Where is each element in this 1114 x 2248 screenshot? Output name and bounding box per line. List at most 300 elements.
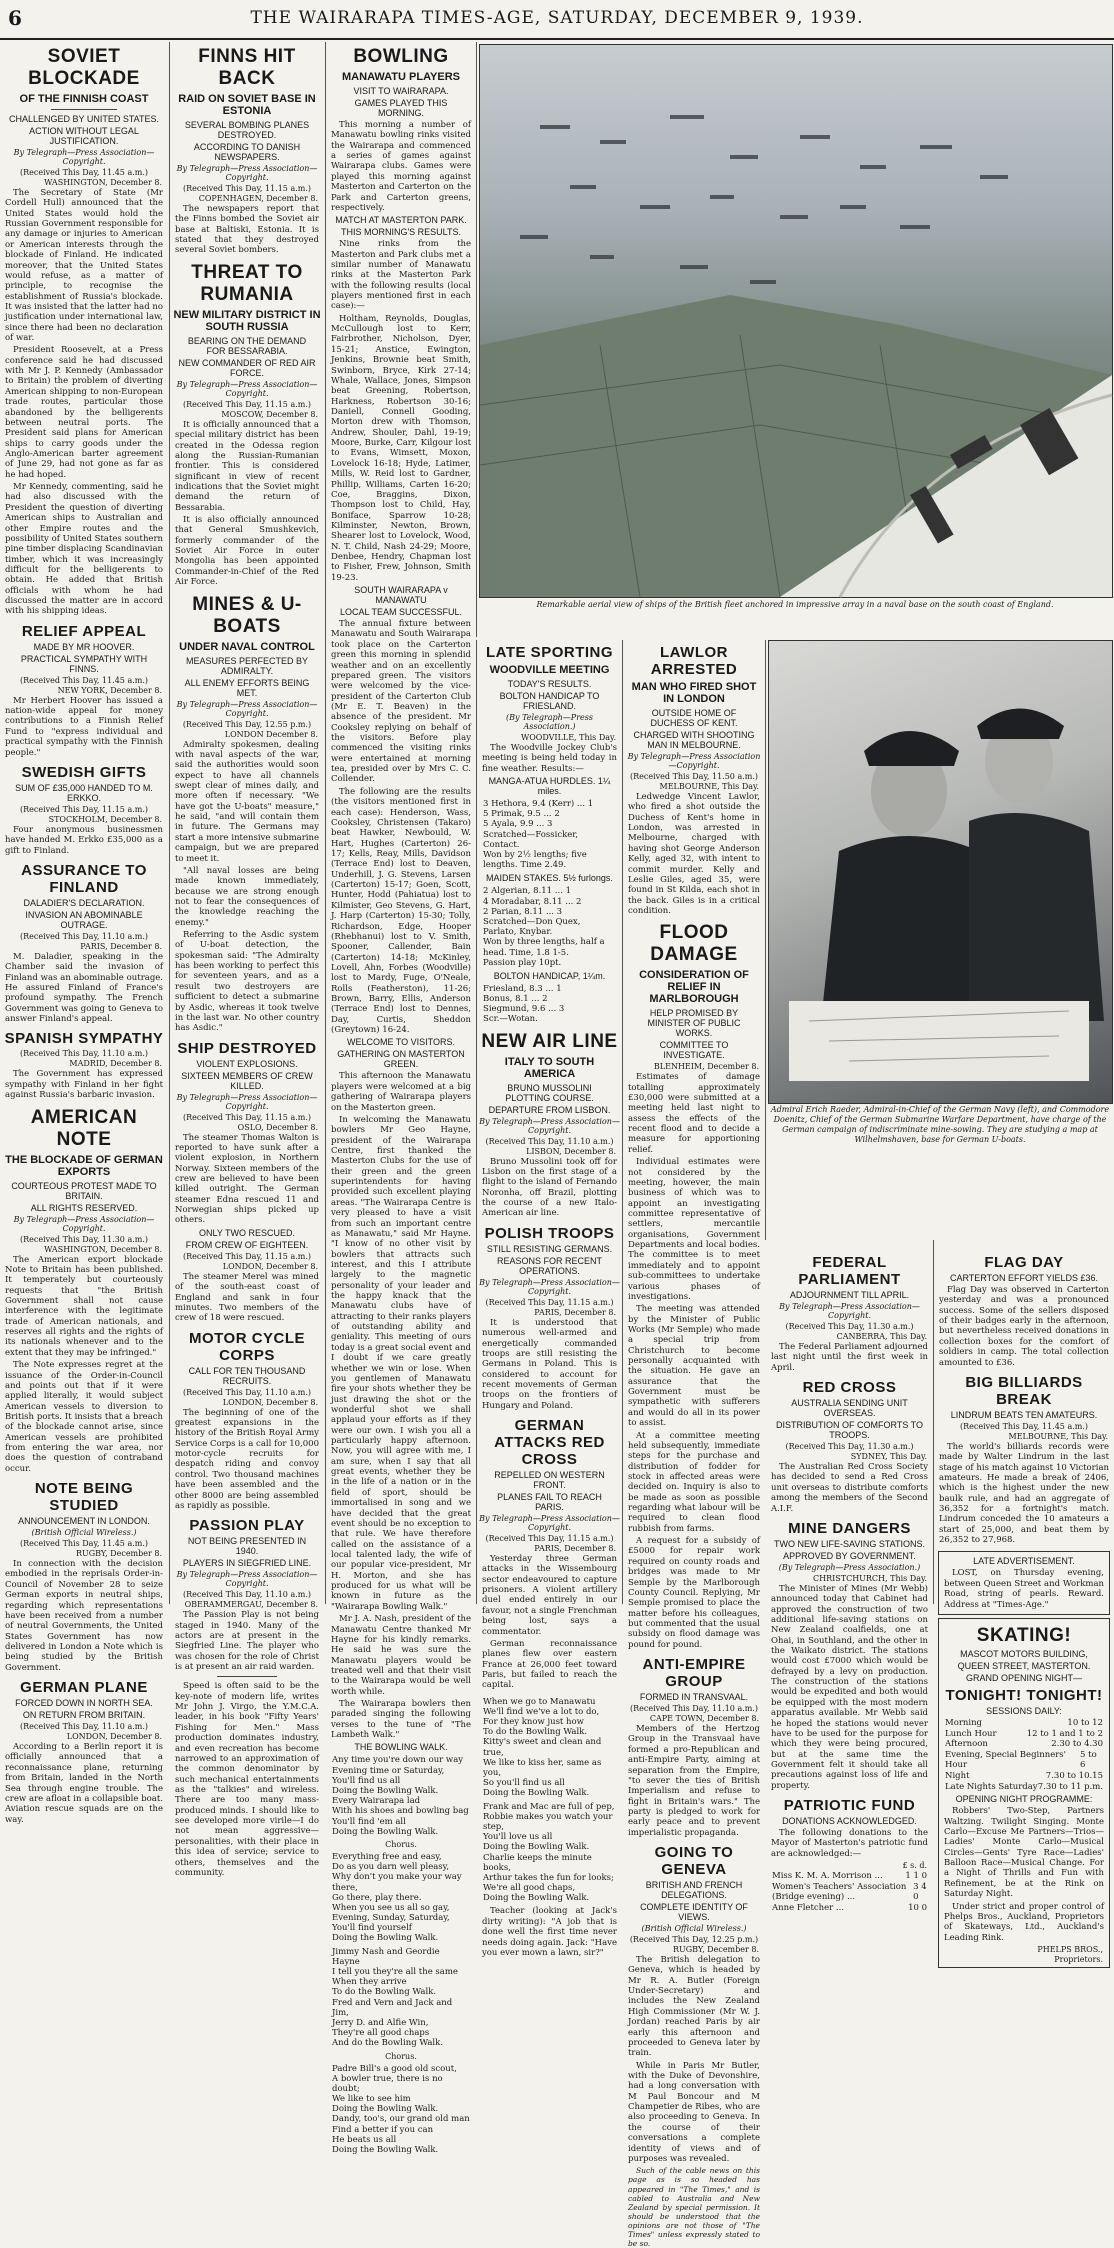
- article-federal-parliament: [768, 1254, 931, 1373]
- session-name: Night: [945, 1771, 970, 1782]
- subheadline: DALADIER'S DECLARATION.: [23, 897, 145, 908]
- song-chorus: [332, 1852, 470, 1944]
- race-title: MANGA-ATUA HURDLES. 1¼ miles.: [488, 776, 611, 797]
- article-passion-play: [172, 1517, 322, 1878]
- subheadline: NOT BEING PRESENTED IN 1940.: [187, 1536, 307, 1557]
- paragraph: President Roosevelt, at a Press conference said he had discussed with Mr J. P. Kennedy (Ambassador to Britain) the problem of diverting American shipping to non-European trade routes, particular those abandoned by the belligerents between neutral ports. The President said plans for American ships to carry goods under the Anglo-American barter agreement of June 29, had not gone as far as he had hoped.: [5, 345, 163, 480]
- received-line: (Received This Day, 11.15 a.m.): [485, 1297, 614, 1307]
- song-line: Doing the Bowling Walk.: [332, 1826, 439, 1837]
- song-line: Doing the Bowling Walk.: [332, 2104, 439, 2115]
- song-line: Doing the Bowling Walk.: [332, 2145, 439, 2156]
- ad-signature: Proprietors.: [1054, 1954, 1103, 1964]
- dateline: WOODVILLE, This Day.: [521, 733, 616, 742]
- paragraph: Four anonymous businessmen have handed M. Erkko £35,000 as a gift to Finland.: [5, 824, 163, 856]
- column-7: [936, 1250, 1112, 1964]
- song-line: I tell you they're all the same: [332, 1967, 458, 1978]
- byline: By Telegraph—Press Association—Copyright.: [13, 1214, 155, 1233]
- song-line: Fred and Vern and Jack and Jim,: [332, 1997, 453, 2018]
- song-line: Doing the Bowling Walk.: [483, 1893, 590, 1904]
- byline: By Telegraph—Press Association—Copyright.: [176, 1570, 318, 1589]
- article-new-air-line: [479, 1031, 620, 1219]
- donation-amount: 10 0: [908, 1903, 927, 1914]
- received-line: (Received This Day, 11.10 a.m.): [20, 1722, 148, 1732]
- subheadline: COMMITTEE TO INVESTIGATE.: [659, 1040, 729, 1061]
- donation-amount: 3 4 0: [913, 1881, 927, 1903]
- subheadline: BRUNO MUSSOLINI PLOTTING COURSE.: [505, 1082, 594, 1103]
- dateline: MADRID, December 8.: [69, 1059, 162, 1069]
- dateline: LONDON, December 8.: [66, 1732, 162, 1742]
- copyright-note: Such of the cable news on this page as is so headed has appeared in "The Times," and is cabled to Australia and New Zealand by special permission. It should be understood that the opinions are not those of "The Times" unless expressly stated to be so.: [628, 2166, 760, 2248]
- received-line: (Received This Day, 11.10 a.m.): [20, 931, 148, 941]
- headline: FLAG DAY: [984, 1254, 1064, 1271]
- dateline: MELBOURNE, This Day.: [1008, 1431, 1108, 1441]
- paragraph: In welcoming the Manawatu bowlers Mr Geo Hayne, president of the Wairarapa Centre, first thanked the Masterton Clubs for the use of their green and the green superintendents for having provided such excellent playing areas. "The Wairarapa Centre is very pleased to have a visit from such an important centre as Manawatu," said Mr Hayne. "I know of no other visit by bowlers that attracts such interest, and this I attribute largely to the magnetic personality of your leader and the happy knack that the Manawatu clubs have of attracting to their ranks players of outstanding ability and geniality. This meeting of ours today is a great social event and I doubt if we care greatly whether we win or lose. When you gentlemen of Manawatu fire your shots whether they be just drawing the shot or the wonderful shot we shall applaud your efforts as if they were our own. I wish you all a particularly happy afternoon. Now, you will agree with me, I am sure, when I say that all great events, whether they be in the life of a nation or in the field of sport, should be immortalised in song and we have decided that the great event should be no exception to that rule. We have therefore called on the assistance of a local talented lady, the wife of our popular vice-president, Mr H. Morton, and she has produced for us what will be known in future as the "Wairarapa Bowling Walk.": [331, 1114, 471, 1612]
- song-line: We'll find we've a lot to do,: [483, 1706, 600, 1717]
- received-line: (Received This Day, 11.50 a.m.): [630, 772, 758, 781]
- song-line: Evening, Sunday, Saturday,: [332, 1913, 450, 1924]
- result-line: Bonus, 8.1 ... 2: [483, 994, 548, 1005]
- headline: BOWLING: [353, 46, 449, 67]
- dateline: RUGBY, December 8.: [672, 1945, 759, 1955]
- headline: THREAT TO RUMANIA: [191, 261, 303, 305]
- received-line: (Received This Day, 11.15 a.m.): [183, 399, 311, 409]
- race-title: BOLTON HANDICAP, 1¼m.: [493, 970, 606, 981]
- dateline: OBERAMMERGAU, December 8.: [184, 1600, 318, 1610]
- subheadline: OF THE FINNISH COAST: [19, 93, 149, 105]
- subheadline: PLAYERS IN SIEGFRIED LINE.: [182, 1558, 312, 1569]
- subheadline: DISTRIBUTION OF COMFORTS TO TROOPS.: [775, 1420, 923, 1441]
- paragraph: The British delegation to Geneva, which is headed by Mr R. A. Butler (Foreign Under-Secretary) and includes the New Zealand High Commissioner (Mr W. J. Jordan) reached Paris by air early this afternoon and proceeded to Geneva later by train.: [628, 1955, 760, 2059]
- song-verse: [332, 1947, 470, 2049]
- session-name: Late Nights Saturday: [945, 1781, 1038, 1792]
- subheadline: GATHERING ON MASTERTON GREEN.: [337, 1049, 465, 1070]
- headline: RED CROSS: [802, 1379, 897, 1397]
- song-line: When you see us all so gay,: [332, 1902, 450, 1913]
- paragraph: The steamer Merel was mined of the south-east coast of England and sank in four minutes. Two members of the crew of 18 were rescued.: [175, 1271, 319, 1324]
- subheadline: MADE BY MR HOOVER.: [33, 641, 135, 652]
- received-line: (Received This Day, 11.30 a.m.): [785, 1322, 914, 1331]
- subheadline: AUSTRALIA SENDING UNIT OVERSEAS.: [791, 1398, 908, 1419]
- song-line: When we go to Manawatu: [483, 1696, 596, 1707]
- dateline: RUGBY, December 8.: [75, 1549, 162, 1559]
- donor-name: Anne Fletcher ...: [772, 1903, 845, 1914]
- headline: GOING TO GENEVA: [654, 1844, 734, 1879]
- result-line: 2 Algerian, 8.11 ... 1: [483, 886, 572, 897]
- subheadline: RAID ON SOVIET BASE IN ESTONIA: [178, 93, 316, 117]
- subheadline: BRITISH AND FRENCH DELEGATIONS.: [645, 1880, 743, 1901]
- article-flag-day: [936, 1254, 1112, 1368]
- newspaper-title: THE WAIRARAPA TIMES-AGE, SATURDAY, DECEMBER 9, 1939.: [250, 8, 864, 28]
- headline: SHIP DESTROYED: [177, 1039, 317, 1057]
- subheadline: OUTSIDE HOME OF DUCHESS OF KENT.: [650, 708, 738, 728]
- column-rule: [476, 640, 477, 1604]
- dateline: NEW YORK, December 8.: [57, 685, 162, 695]
- song-line: He beats us all: [332, 2134, 397, 2145]
- song-line: Why don't you make your way there,: [332, 1872, 462, 1893]
- result-line: Scratched—Fossicker, Contact.: [483, 829, 579, 850]
- article-mines-uboats: [172, 594, 322, 1034]
- received-line: (Received This Day, 11.15 a.m.): [183, 184, 311, 193]
- paragraph: A request for a subsidy of £5000 for repair work required on county roads and bridges was made to Mr Semple by the Marlborough County Council. Replying, Mr Semple promised to place the matter before his colleagues, but commented that the usual subsidy on flood damage was pound for pound.: [628, 1536, 760, 1650]
- subheadline: ADJOURNMENT TILL APRIL.: [789, 1290, 910, 1300]
- received-line: (Received This Day, 11.30 a.m.): [20, 1234, 148, 1244]
- result-line: Friesland, 8.3 ... 1: [483, 983, 562, 994]
- song-line: Robbie makes you watch your step,: [483, 1811, 613, 1832]
- paragraph: Mr Kennedy, commenting, said he had also discussed with the President the question of diverting American ships to Australian and other Empire routes and the possibility of United States southern pine timber displacing Scandinavian timber, which it was increasingly difficult for the belligerents to obtain. He added that British officials with whom he had discussed the matter are in accord with his shipping ideas.: [5, 482, 163, 617]
- received-line: (Received This Day, 11.15 a.m.): [485, 1534, 614, 1544]
- paragraph: The following are the results (the visitors mentioned first in each case): Henderson, Wass, Cooksley, Christensen (Takaro) beat Hawker, Newbould, W. Hart, Hughes (Carterton) 26-17; Kells, Reay, Mills, Davidson (Terrace End) lost to Deaven, Underhill, J. G. Stevens, Larsen (Carterton) 15-17; Goen, Scott, Hunter, Hodd (Pahiatua) lost to Kilmister, Geo Stevens, G. Hart, J. Harp (Carterton) 15-30; Tolly, Richardson, Edge, Hooper (Rhebhanui) lost to V. Smith, Spooner, Callender, Bain (Carterton) 14-18; McKinley, Lovell, Ahn, Forbes (Woodville) lost to Mardy, Fuge, O'Neale, Rolls (Featherston), 11-26; Brown, Barry, Ellis, Anderson (Terrace End) lost to Dennes, Day, Curtis, Sheddon (Greytown) 16-24.: [331, 786, 471, 1036]
- race-results: [483, 984, 616, 1025]
- dateline: BLENHEIM, December 8.: [653, 1062, 759, 1072]
- dateline: LONDON, December 8.: [222, 1261, 318, 1271]
- song-verse: [483, 1697, 616, 1799]
- paragraph: Bruno Mussolini took off for Lisbon on the first stage of a flight to the island of Fernando Noronha, off Brazil, plotting the course of a new Italo-American air line.: [482, 1156, 617, 1219]
- headline: GERMAN ATTACKS RED CROSS: [494, 1417, 605, 1469]
- session-time: 12 to 1 and 1 to 2: [1026, 1728, 1103, 1739]
- paragraph: The Note expresses regret at the issuance of the Order-in-Council and points out that if it were applied literally, it would subject American vessels to diversion to British ports. It insists that a breach of the blockade cannot arise, since American vessels are prohibited from entering the war area, nor does the question of contraband occur.: [5, 1360, 163, 1474]
- song-line: And do the Bowling Walk.: [332, 2038, 443, 2049]
- subheadline: BEARING ON THE DEMAND FOR BESSARABIA.: [187, 335, 307, 356]
- song-line: Kitty's sweet and clean and true,: [483, 1737, 602, 1758]
- divider: [51, 109, 117, 110]
- donation-row: [772, 1871, 927, 1882]
- subheadline: ONLY TWO RESCUED.: [198, 1227, 296, 1238]
- subheadline: VIOLENT EXPLOSIONS.: [196, 1058, 298, 1069]
- dateline: CANBERRA, This Day.: [836, 1332, 927, 1341]
- dateline: LONDON, December 8.: [222, 1397, 318, 1407]
- byline: (By Telegraph—Press Association.): [778, 1562, 921, 1572]
- song-line: Jerry D. and Alfie Win,: [332, 2017, 429, 2028]
- subheadline: BOLTON HANDICAP TO FRIESLAND.: [499, 691, 600, 711]
- subheadline: MANAWATU PLAYERS: [342, 71, 460, 83]
- byline: By Telegraph—Press Association—Copyright.: [176, 379, 318, 398]
- subheadline: APPROVED BY GOVERNMENT.: [783, 1550, 916, 1561]
- subheadline: TODAY'S RESULTS.: [507, 679, 592, 689]
- column-rule: [169, 42, 170, 1604]
- byline: By Telegraph—Press Association—Copyright.: [176, 699, 318, 718]
- byline: By Telegraph—Press Association—Copyright.: [176, 164, 318, 182]
- headline: GERMAN PLANE: [20, 1679, 148, 1697]
- subheadline: CONSIDERATION OF RELIEF IN MARLBOROUGH: [639, 969, 749, 1006]
- paragraph: It is also officially announced that General Smushkevich, formerly commander of the Soviet Air Force in outer Mongolia has been appointed Commander-in-Chief of the Red Air Force.: [175, 515, 319, 588]
- byline: (British Official Wireless.): [641, 1924, 747, 1934]
- programme-title: OPENING NIGHT PROGRAMME:: [955, 1794, 1093, 1805]
- song-verse: [332, 2064, 470, 2156]
- result-line: Passion play 10pt.: [483, 957, 562, 968]
- subheadline: GAMES PLAYED THIS MORNING.: [354, 98, 448, 118]
- tonight-banner: TONIGHT! TONIGHT!: [945, 1686, 1103, 1704]
- song-line: We like to see him: [332, 2094, 411, 2105]
- headline: SOVIET BLOCKADE: [28, 46, 140, 89]
- masthead: [0, 0, 1114, 40]
- song-line: With his shoes and bowling bag: [332, 1806, 469, 1817]
- fleet-aerial-photo: [479, 44, 1113, 598]
- paragraph: The American export blockade Note to Britain has been published. It temperately but courteously requests that "the British Government shall not cause interference with the legitimate trade of American nationals, and reserves all rights and the rights of its nationals whenever and to the extent that they may be infringed.": [5, 1254, 163, 1358]
- song-line: Jimmy Nash and Geordie Hayne: [332, 1946, 440, 1967]
- paragraph: Yesterday three German attacks in the Wissembourg sector endeavoured to capture prisoners. A violent artillery duel ended entirely in our favour, not a single Frenchman being lost, says a commentator.: [482, 1554, 617, 1637]
- session-row: [945, 1782, 1103, 1793]
- song-title: THE BOWLING WALK.: [354, 1742, 448, 1753]
- song-line: You'll find us all: [332, 1775, 401, 1786]
- headline: RELIEF APPEAL: [21, 622, 147, 640]
- session-time: 7.30 to 11 p.m.: [1037, 1781, 1103, 1792]
- song-line: Doing the Bowling Walk.: [332, 1786, 439, 1797]
- subheadline: UNDER NAVAL CONTROL: [179, 640, 315, 653]
- subheadline: CHARGED WITH SHOOTING MAN IN MELBOURNE.: [633, 730, 755, 750]
- byline: (British Official Wireless.): [31, 1528, 137, 1538]
- session-row: [945, 1739, 1103, 1750]
- subheadline: COMPLETE IDENTITY OF VIEWS.: [640, 1902, 748, 1923]
- dateline: COPENHAGEN, December 8.: [198, 194, 318, 203]
- headline: LAWLOR ARRESTED: [650, 644, 738, 678]
- session-row: [945, 1750, 1103, 1771]
- article-german-plane: [2, 1679, 166, 1825]
- paragraph: Holtham, Reynolds, Douglas, McCullough lost to Kerr, Fairbrother, Nicholson, Dyer, 15-21; Anstice, Ewington, Jenkins, Brownie beat Smith, Swinborn, Bryce, Kirk 27-14; Whale, Wallace, Jones, Simpson beat Greening, Robertson, Harkness, Robertson 30-16; Daniell, Connell Gooding, Morton drew with Thomson, Andrew, Shouler, Dahl, 19-19; Moore, Burke, Carr, Kilgour lost to Evans, Wimsett, Moxon, Lovelock 16-18; Hyde, Latimer, Mills, W. Reid lost to Gardner, Phillip, Williams, Carten 16-20; Coe, Braggins, Dixon, Thompson lost to Child, Hay, Boniface, Sparrow 10-28; Kilminster, Newton, Brown, Shearer lost to Lovelock, Wood, N. T. Child, Nash 24-29; Moore, Denbee, Hendry, Chapman lost to Fisher, Frew, Johnson, Smith 19-23.: [331, 313, 471, 583]
- subheadline: DEPARTURE FROM LISBON.: [488, 1104, 611, 1115]
- session-name: Lunch Hour: [945, 1728, 997, 1739]
- paragraph: While in Paris Mr Butler, with the Duke of Devonshire, had a long conversation with M Paul Boncour and M Champetier de Ribes, who are also proceeding to Geneva. In the course of their conversations a complete identity of views and of purposes was revealed.: [628, 2060, 760, 2164]
- article-mine-dangers: [768, 1520, 931, 1791]
- song-line: Every Wairarapa lad: [332, 1796, 421, 1807]
- session-row: [945, 1729, 1103, 1740]
- donor-name: Miss K. M. A. Morrison ...: [772, 1871, 883, 1882]
- article-flood-damage: [625, 922, 763, 1650]
- subheadline: REASONS FOR RECENT OPERATIONS.: [496, 1255, 602, 1276]
- subheadline: ACTION WITHOUT LEGAL JUSTIFICATION.: [29, 126, 139, 146]
- song-line: Go there, play there.: [332, 1892, 422, 1903]
- byline: By Telegraph—Press Association—Copyright.: [479, 1514, 620, 1533]
- subheadline: ITALY TO SOUTH AMERICA: [504, 1055, 595, 1080]
- subheadline: CARTERTON EFFORT YIELDS £36.: [949, 1273, 1099, 1283]
- article-lawlor: [625, 644, 763, 916]
- session-name: Morning: [945, 1717, 982, 1728]
- song-line: Doing the Bowling Walk.: [483, 1842, 590, 1853]
- subheadline: ACCORDING TO DANISH NEWSPAPERS.: [193, 142, 301, 162]
- subheadline: NEW MILITARY DISTRICT IN SOUTH RUSSIA: [173, 308, 321, 333]
- song-line: Any time you're down our way: [332, 1755, 464, 1766]
- result-line: Won by three lengths, half a head. Time, 1.8 1-5.: [483, 937, 605, 958]
- song-line: You'll find 'em all: [332, 1816, 406, 1827]
- article-ship-destroyed: [172, 1040, 322, 1324]
- byline: By Telegraph—Press Association—Copyright.: [479, 1277, 620, 1296]
- column-rule: [622, 640, 623, 1604]
- column-rule: [933, 1240, 934, 1604]
- column-rule: [476, 42, 477, 637]
- session-time: 7.30 to 10.15: [1045, 1771, 1103, 1782]
- song-line: Charlie keeps the minute books,: [483, 1852, 592, 1873]
- article-red-cross: [768, 1379, 931, 1514]
- subheadline: SIXTEEN MEMBERS OF CREW KILLED.: [181, 1070, 313, 1091]
- session-row: [945, 1771, 1103, 1782]
- subheadline: NEW COMMANDER OF RED AIR FORCE.: [178, 357, 316, 378]
- subheadline: WOODVILLE MEETING: [489, 664, 610, 676]
- paragraph: Ledwedge Vincent Lawlor, who fired a shot outside the Duchess of Kent's home in London, was arrested in Melbourne, charged with having shot George Anderson Kelly, aged 32, with intent to commit murder. Kelly and Leslie Giles, aged 35, were found in St Kilda, each shot in the back. Giles is in a critical condition.: [628, 792, 760, 916]
- column-2: [172, 42, 322, 1878]
- ad-title: SKATING!: [976, 1624, 1072, 1646]
- article-polish-troops: [479, 1225, 620, 1411]
- subheadline: ANNOUNCEMENT IN LONDON.: [18, 1516, 150, 1527]
- dateline: WASHINGTON, December 8.: [44, 178, 162, 187]
- received-line: (Received This Day, 11.10 a.m.): [630, 1704, 758, 1714]
- admirals-illustration: [769, 641, 1112, 1103]
- article-soviet-blockade: [2, 46, 166, 617]
- subheadline: SEVERAL BOMBING PLANES DESTROYED.: [184, 120, 310, 140]
- subheadline: MATCH AT MASTERTON PARK.: [335, 215, 467, 226]
- paragraph: "All naval losses are being made known immediately, because we are strong enough not to fear the consequences of the knowledge reaching the enemy.": [175, 865, 319, 928]
- song-line: Doing the Bowling Walk.: [332, 1933, 439, 1944]
- paragraph: This afternoon the Manawatu players were welcomed at a big gathering of Wairarapa players on the Masterton green.: [331, 1071, 471, 1113]
- subheadline: CHALLENGED BY UNITED STATES.: [8, 114, 160, 124]
- paragraph: At a committee meeting held subsequently, immediate steps for the purchase and distribution of fodder for stock in affected areas were decided on. Inquiry is also to be made as soon as possible regarding what labour will be required to clean flood rubbish from farms.: [628, 1430, 760, 1534]
- song-line: Everything free and easy,: [332, 1851, 442, 1862]
- session-name: Afternoon: [945, 1739, 988, 1750]
- received-line: (Received This Day, 11.30 a.m.): [785, 1442, 914, 1452]
- received-line: (Received This Day, 11.45 a.m.): [20, 168, 148, 177]
- headline: SPANISH SYMPATHY: [4, 1030, 164, 1048]
- paragraph: The Woodville Jockey Club's meeting is being held today in fine weather. Results:—: [482, 743, 617, 774]
- dateline: PARIS, December 8.: [534, 1544, 616, 1554]
- article-spanish-sympathy: [2, 1030, 166, 1100]
- byline: By Telegraph—Press Association—Copyright.: [627, 752, 761, 770]
- closing-anecdote: Teacher (looking at Jack's dirty writing): "A job that is done well the first time never needs doing again. Jack: "Have you ever mown a lawn, sir?": [482, 1906, 617, 1958]
- result-line: Siegmund, 9.6 ... 3: [483, 1004, 565, 1015]
- venue-line: MASCOT MOTORS BUILDING,: [960, 1648, 1088, 1659]
- subheadline: DONATIONS ACKNOWLEDGED.: [782, 1816, 917, 1827]
- late-advertisement: [938, 1551, 1110, 1614]
- headline: MINES & U-BOATS: [192, 593, 302, 637]
- column-4: [479, 640, 620, 1958]
- received-line: (Received This Day, 11.10 a.m.): [20, 1049, 148, 1059]
- chorus-label: Chorus.: [385, 2051, 417, 2061]
- song-line: Evening time or Saturday,: [332, 1765, 445, 1776]
- column-rule: [765, 640, 766, 1240]
- paragraph: The meeting was attended by the Minister of Public Works (Mr Semple) who made a special trip from Christchurch to become personally acquainted with the situation. He gave an assurance that the Government must be sympathetic with sufferers and would do all in its power to assist.: [628, 1304, 760, 1429]
- article-motor-cycle: [172, 1330, 322, 1512]
- paragraph: M. Daladier, speaking in the Chamber said the invasion of Finland was an abominable outrage. He assured Finland of France's profound sympathy. The French Government was going to Geneva to answer Finland's appeal.: [5, 951, 163, 1025]
- subheadline: WELCOME TO VISITORS.: [346, 1037, 456, 1048]
- paragraph: Referring to the Asdic system of U-boat detection, the spokesman said: "The Admiralty has been working to perfect this for seventeen years, and as a result two destroyers are sufficient to detect a submarine by Asdic, whereas it took twelve in the last war. No other country has Asdic.": [175, 930, 319, 1034]
- song-line: Dandy, too's, our grand old man: [332, 2114, 470, 2125]
- byline: By Telegraph—Press Association—Copyright.: [779, 1302, 920, 1320]
- song-line: Padre Bill's a good old scout,: [332, 2063, 457, 2074]
- race-title: MAIDEN STAKES. 5½ furlongs.: [486, 873, 613, 884]
- result-line: Scratched—Don Quex, Parlato, Knybar.: [483, 916, 581, 938]
- article-threat-rumania: [172, 262, 322, 588]
- received-line: (Received This Day, 11.10 a.m.): [485, 1136, 614, 1146]
- paragraph: The newspapers report that the Finns bombed the Soviet air base at Baltiski, Estonia. It is stated that they destroyed several Soviet bombers.: [175, 204, 319, 256]
- subheadline: ALL RIGHTS RESERVED.: [30, 1202, 138, 1213]
- song-line: When they arrive: [332, 1977, 407, 1988]
- result-line: 5 Primak, 9.5 ... 2: [483, 809, 560, 820]
- dateline: SYDNEY, This Day.: [850, 1452, 927, 1462]
- song-line: You'll love us all: [483, 1832, 553, 1843]
- dateline: PARIS, December 8.: [534, 1307, 616, 1317]
- song-line: Find a better if you can: [332, 2124, 434, 2135]
- ad-text: LOST, on Thursday evening, between Queen Street and Workman Road, string of pearls. Reward. Address at "Times-Age.": [944, 1568, 1104, 1610]
- subheadline: MEASURES PERFECTED BY ADMIRALTY.: [185, 655, 309, 676]
- article-patriotic-fund: [768, 1797, 931, 1914]
- headline: ANTI-EMPIRE GROUP: [642, 1656, 746, 1691]
- byline: (By Telegraph—Press Association.): [506, 713, 593, 731]
- paragraph: Admiralty spokesmen, dealing with naval aspects of the war, said the authorities would soon expect to have all channels swept clear of mines daily, and more often if necessary. "We have got the U-boats" measure," he said, "and will contain them in future. The Germans may start a more intensive submarine campaign, but we are prepared to meet it.: [175, 739, 319, 864]
- paragraph: It is officially announced that a special military district has been created in the Odessa region along the Russian-Rumanian frontier. This is considered significant in view of recent indications that the Soviet might demand the return of Bessarabia.: [175, 419, 319, 513]
- song-verse: [332, 1755, 470, 1837]
- session-name: Evening, Special Beginners' Hour: [945, 1749, 1066, 1771]
- headline: PATRIOTIC FUND: [783, 1797, 916, 1815]
- dateline: CAPE TOWN, December 8.: [649, 1714, 759, 1724]
- result-line: 3 Hethora, 9.4 (Kerr) ... 1: [483, 799, 594, 810]
- received-line: (Received This Day, 11.15 a.m.): [183, 1112, 311, 1122]
- article-american-note: [2, 1107, 166, 1475]
- page-number: 6: [8, 6, 22, 30]
- opening-line: GRAND OPENING NIGHT—: [965, 1672, 1082, 1683]
- song-line: To do the Bowling Walk.: [483, 1727, 588, 1738]
- paragraph: Mr J. A. Nash, president of the Manawatu Centre thanked Mr Hayne for his kindly remarks. He said he was sure the Manawatu players would be treated well and that their visit to the Wairarapa would be well worth while.: [331, 1614, 471, 1697]
- fleet-photo-caption: Remarkable aerial view of ships of the British fleet anchored in impressive array in a naval base on the south coast of England.: [536, 600, 1054, 609]
- dateline: MELBOURNE, This Day.: [659, 782, 759, 791]
- venue-line: QUEEN STREET, MASTERTON.: [957, 1660, 1091, 1671]
- paragraph: Flag Day was observed in Carterton yesterday and was a pronounced success. Some of the sellers disposed of their badges early in the afternoon, but nevertheless received donations in collection boxes for the comfort of soldiers in camp. The total collection amounted to £36.: [939, 1285, 1109, 1368]
- subheadline: CALL FOR TEN THOUSAND RECRUITS.: [188, 1365, 306, 1386]
- paragraph: It is understood that numerous well-armed and energetically commanded troops are still resisting the Germans in Poland. This is considered to account for recent movements of German troops on the frontiers of Hungary and Poland.: [482, 1317, 617, 1411]
- donor-name: Women's Teachers' Association (Bridge evening) ...: [772, 1881, 907, 1903]
- subheadline: LINDRUM BEATS TEN AMATEURS.: [950, 1409, 1098, 1420]
- admirals-photo-caption: Admiral Erich Raeder, Admiral-in-Chief of the German Navy (left), and Commodore Doenitz, Chief of the German Submarine Warfare Department, have charge of the German campaign of indiscriminate mine-sowing. They are studying a map at Wilhelmshaven, base for German U-boats.: [770, 1105, 1110, 1144]
- subheadline: TWO NEW LIFE-SAVING STATIONS.: [774, 1538, 926, 1549]
- divider: [217, 1676, 277, 1677]
- article-finns-hit-back: [172, 46, 322, 256]
- received-line: (Received This Day, 11.15 a.m.): [20, 804, 148, 814]
- headline: POLISH TROOPS: [484, 1224, 615, 1242]
- article-late-sporting: [479, 644, 620, 1025]
- song-line: For they know just how: [483, 1717, 584, 1728]
- received-line: (Received This Day, 11.10 a.m.): [183, 1387, 311, 1397]
- article-geneva: [625, 1844, 763, 2248]
- article-assurance-finland: [2, 862, 166, 1025]
- paragraph: The steamer Thomas Walton is reported to have sunk after a violent explosion, in Northern Norway. Sixteen members of the crew are believed to have been killed outright. The German steamer Edna rescued 11 and Norwegian ships picked up others.: [175, 1132, 319, 1226]
- paragraph: The Passion Play is not being staged in 1940. Many of the actors are at present in the Siegfried Line. The player who was chosen for the role of Christ is at present an air raid warden.: [175, 1610, 319, 1673]
- paragraph: Members of the Hertzog Group in the Transvaal have formed a pro-Republican and anti-Empire Party, aiming at separation from the Empire, "to sever the ties of British Imperialism and refuse to fight in Britain's wars." The party is pledged to work for early peace and to prevent imperialistic propaganda.: [628, 1724, 760, 1838]
- article-german-attacks: [479, 1417, 620, 1691]
- article-swedish-gifts: [2, 764, 166, 856]
- paragraph: The Wairarapa bowlers then paraded singing the following verses to the tune of "The Lambeth Walk.": [331, 1699, 471, 1741]
- song-verse: [483, 1802, 616, 1904]
- subheadline: HELP PROMISED BY MINISTER OF PUBLIC WORKS.: [647, 1008, 741, 1039]
- song-line: We're all good chaps,: [483, 1883, 576, 1894]
- dateline: LONDON December 8.: [224, 729, 318, 739]
- paragraph: The beginning of one of the greatest expansions in the history of the British Royal Army Service Corps is a call for 10,000 motor-cycle recruits for despatch riding and convoy control. Two thousand machines have been assembled and the other 8000 are being assembled as rapidly as possible.: [175, 1407, 319, 1511]
- paragraph: In connection with the decision embodied in the reprisals Order-in-Council of November 28 to seize German exports in neutral ships, regarding which representations have been received from a number of neutral Governments, the United States Government has now delivered in London a Note which is being studied by the British Government.: [5, 1559, 163, 1673]
- headline: NOTE BEING STUDIED: [34, 1480, 134, 1515]
- received-line: (Received This Day, 12.55 p.m.): [182, 719, 312, 729]
- article-note-studied: [2, 1480, 166, 1673]
- session-time: 10 to 12: [1067, 1717, 1103, 1728]
- column-3: [328, 42, 474, 2156]
- dateline: MOSCOW, December 8.: [221, 409, 318, 419]
- dateline: LISBON, December 8.: [526, 1146, 616, 1156]
- race-results: [483, 886, 616, 968]
- admirals-photo: [768, 640, 1113, 1104]
- result-line: 2 Parian, 8.11 ... 3: [483, 906, 563, 917]
- subheadline: LOCAL TEAM SUCCESSFUL.: [339, 607, 463, 618]
- song-line: Do as you darn well pleasy,: [332, 1862, 450, 1873]
- paragraph: The Government has expressed sympathy with Finland in her fight against Russia's barbaric invasion.: [5, 1069, 163, 1101]
- headline: MOTOR CYCLE CORPS: [188, 1329, 306, 1364]
- paragraph: Individual estimates were not considered by the meeting, however, the main business of which was to appoint an investigating committee representative of settlers, mercantile organisations, Government Departments and local bodies. The committee is to meet immediately and to appoint sub-committees to undertake various phases of investigations.: [628, 1157, 760, 1302]
- paragraph: Speed is often said to be the key-note of modern life, writes Mr John J. Virgo, the Y.M.C.A. leader, in his book "Fifty Years' Fishing for Men." Mass production dominates industry, and even recreation has become narrowed to an approximation of the common denominator by such mechanical entertainments as the "talkies" and wireless. There are too many mass-produced minds. I should like to see developed more virile—I do not mean aggressive—personalities, with their place in this idea of service; service to others, themselves and the community.: [175, 1681, 319, 1878]
- paragraph: The Minister of Mines (Mr Webb) announced today that Cabinet had approved the construction of two additional life-saving stations on New Zealand coalfields, one at Ohai, in Southland, and the other in the Waikato district. The stations would cost £7000 which would be defrayed by a levy on production. The construction of the stations would be expedited and both would be equipped with the most modern apparatus available. Mr Webb said he hoped the stations would never have to be used for the purpose for which they were being procured, but at the same time the Government felt it should take all precautions against loss of life and property.: [771, 1583, 928, 1791]
- column-5: [625, 640, 763, 2248]
